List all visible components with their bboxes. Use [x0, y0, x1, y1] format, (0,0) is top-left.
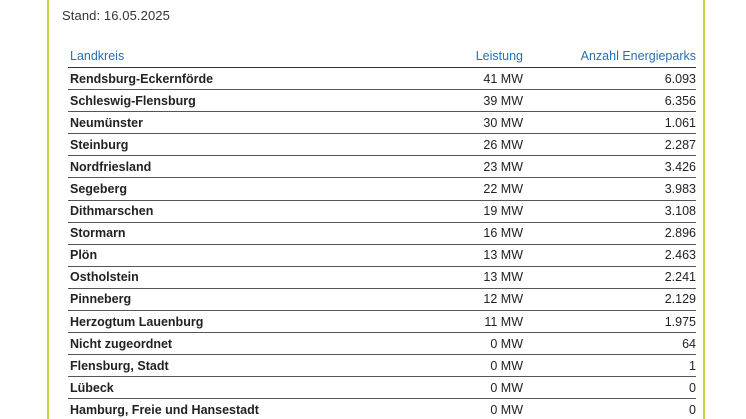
table-row [68, 399, 696, 419]
cell-anzahl: 2.896 [664, 226, 696, 241]
table-row [68, 289, 696, 311]
table-row [68, 134, 696, 156]
cell-anzahl: 1.061 [664, 115, 696, 130]
cell-anzahl: 6.093 [664, 71, 696, 86]
cell-anzahl: 0 [689, 380, 696, 395]
cell-anzahl: 0 [689, 403, 696, 418]
cell-landkreis: Lübeck [70, 380, 114, 395]
table-row [68, 178, 696, 200]
cell-leistung: 30 MW [483, 115, 523, 130]
cell-leistung: 16 MW [483, 226, 523, 241]
header-leistung: Leistung [475, 49, 523, 63]
cell-landkreis: Flensburg, Stadt [70, 358, 169, 373]
cell-anzahl: 2.241 [664, 270, 696, 285]
table-row [68, 267, 696, 289]
cell-leistung: 41 MW [483, 71, 523, 86]
cell-leistung: 13 MW [483, 248, 523, 263]
cell-anzahl: 2.463 [664, 248, 696, 263]
cell-leistung: 0 MW [490, 380, 523, 395]
table-row [68, 90, 696, 112]
table-row [68, 355, 696, 377]
cell-landkreis: Rendsburg-Eckernförde [70, 71, 214, 86]
table-row [68, 377, 696, 399]
cell-anzahl: 3.426 [664, 159, 696, 174]
table-body [68, 68, 696, 419]
cell-anzahl: 64 [682, 336, 696, 351]
cell-landkreis: Ostholstein [70, 270, 139, 285]
table-row [68, 333, 696, 355]
table-row [68, 201, 696, 223]
cell-anzahl: 6.356 [664, 93, 696, 108]
cell-leistung: 26 MW [483, 137, 523, 152]
cell-leistung: 13 MW [483, 270, 523, 285]
energy-parks-table [68, 38, 696, 419]
cell-leistung: 0 MW [490, 336, 523, 351]
stand-date: Stand: 16.05.2025 [62, 8, 170, 23]
cell-landkreis: Plön [70, 248, 98, 263]
cell-landkreis: Dithmarschen [70, 204, 154, 219]
cell-landkreis: Steinburg [70, 137, 129, 152]
cell-leistung: 0 MW [490, 403, 523, 418]
cell-anzahl: 2.129 [664, 292, 696, 307]
cell-landkreis: Neumünster [70, 115, 143, 130]
cell-landkreis: Hamburg, Freie und Hansestadt [70, 403, 259, 418]
cell-leistung: 0 MW [490, 358, 523, 373]
table-row [68, 311, 696, 333]
cell-anzahl: 1 [689, 358, 696, 373]
header-anzahl: Anzahl Energieparks [580, 49, 696, 63]
table-row [68, 223, 696, 245]
cell-leistung: 19 MW [483, 204, 523, 219]
table-row [68, 156, 696, 178]
header-landkreis: Landkreis [70, 49, 125, 63]
cell-leistung: 22 MW [483, 182, 523, 197]
table-header [68, 38, 696, 68]
table-row [68, 245, 696, 267]
cell-landkreis: Pinneberg [70, 292, 132, 307]
cell-landkreis: Stormarn [70, 226, 126, 241]
cell-leistung: 23 MW [483, 159, 523, 174]
cell-landkreis: Segeberg [70, 182, 127, 197]
table-row [68, 68, 696, 90]
cell-landkreis: Schleswig-Flensburg [70, 93, 196, 108]
cell-anzahl: 1.975 [664, 314, 696, 329]
cell-anzahl: 3.983 [664, 182, 696, 197]
cell-landkreis: Herzogtum Lauenburg [70, 314, 204, 329]
cell-leistung: 11 MW [484, 314, 523, 329]
cell-anzahl: 3.108 [664, 204, 696, 219]
cell-landkreis: Nicht zugeordnet [70, 336, 173, 351]
cell-leistung: 39 MW [483, 93, 523, 108]
cell-leistung: 12 MW [483, 292, 523, 307]
cell-landkreis: Nordfriesland [70, 159, 152, 174]
cell-anzahl: 2.287 [664, 137, 696, 152]
table-row [68, 112, 696, 134]
